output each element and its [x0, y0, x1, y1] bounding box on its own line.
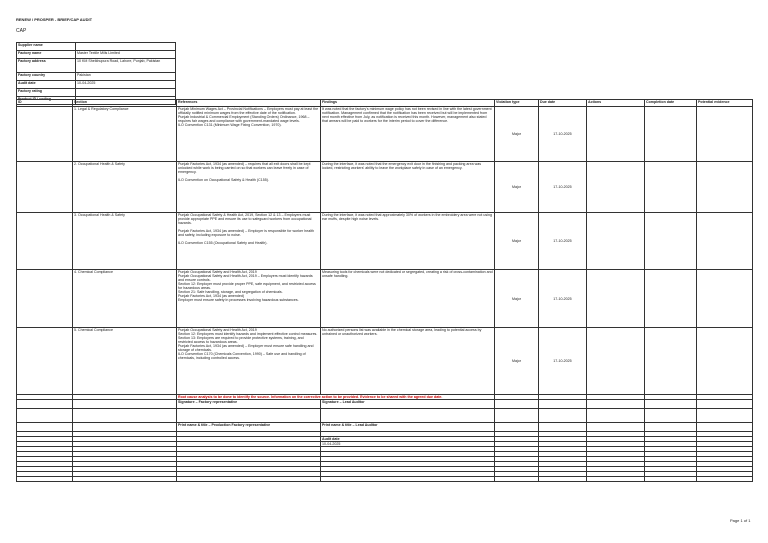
completion-date-cell[interactable]	[645, 328, 697, 395]
actions-cell[interactable]	[587, 270, 645, 328]
finding-id	[17, 162, 73, 213]
col-header-due-date: Due date	[539, 100, 587, 107]
cap-table	[16, 99, 753, 482]
auditor-signature-field[interactable]	[321, 409, 495, 423]
col-header-section: Section	[73, 100, 177, 107]
evidence-cell[interactable]	[697, 107, 753, 162]
blank-row	[17, 477, 753, 482]
due-date: 17-10-2025	[539, 162, 587, 213]
finding-references: Punjab Minimum Wages Act – Provincial Notifications – Employers must pay at least the officially notified minimum wages from the effective date of the notification. Punjab Industrial & Commercial Employment (Standing Orders) Ordinance, 1968 – requires fair wages and compliance with government-mandated wage levels. ILO Convention C131 (Minimum Wage Fixing Convention, 1970).	[177, 107, 321, 162]
finding-references: Punjab Occupational Safety & Health Act, 2019, Section 12 & 13 – Employers must provide appropriate PPE and ensure its use to safeguard workers from occupational hazards. Punjab Factories Act, 1934 (as amended) – Employer is responsible for worker health and safety, including exposure to noise. ILO Convention C155 (Occupational Safety and Health).	[177, 213, 321, 270]
signature-space-row	[17, 409, 753, 423]
completion-date-cell[interactable]	[645, 213, 697, 270]
col-header-id: ID	[17, 100, 73, 107]
signature-row	[17, 400, 753, 409]
info-value: 10 KM Sheikhupura Road, Lahore, Punjab, Pakistan	[76, 59, 176, 73]
document-subtitle: CAP	[16, 28, 27, 34]
actions-cell[interactable]	[587, 107, 645, 162]
finding-row	[17, 162, 753, 213]
finding-section: 3. Occupational Health & Safety	[73, 213, 177, 270]
info-row	[17, 59, 176, 73]
completion-date-cell[interactable]	[645, 270, 697, 328]
col-header-actions: Actions	[587, 100, 645, 107]
evidence-cell[interactable]	[697, 328, 753, 395]
evidence-cell[interactable]	[697, 270, 753, 328]
corrective-action-note: Root cause analysis to be done to identify the source. Information on the corrective action to be provided. Evidence to be shared with the agreed due date.	[177, 395, 495, 400]
info-value: Master Textile Mills Limited	[76, 51, 176, 59]
finding-row	[17, 107, 753, 162]
factory-signature-label: Signature – Factory representative	[177, 400, 321, 409]
due-date: 17-10-2025	[539, 270, 587, 328]
info-label: Factory country	[17, 73, 76, 81]
factory-signature-field[interactable]	[177, 409, 321, 423]
header-row	[17, 100, 753, 107]
due-date: 17-10-2025	[539, 213, 587, 270]
finding-id	[17, 328, 73, 395]
finding-text: During the interface, it was noted that the emergency exit door in the finishing and packing area was locked, restricting workers' ability to leave the workplace safely in case of an emergency.	[321, 162, 495, 213]
actions-cell[interactable]	[587, 328, 645, 395]
col-header-references: References	[177, 100, 321, 107]
due-date: 17-10-2025	[539, 107, 587, 162]
evidence-cell[interactable]	[697, 213, 753, 270]
finding-references: Punjab Occupational Safety and Health Act, 2019 Punjab Occupational Safety and Health Act, 2019 – Employers must identify hazards and ensure controls. Section 12: Employer must provide proper PPE, safe equipment, and restricted access for hazardous areas. Section 21: Safe handling, storage, and segregation of chemicals. Punjab Factories Act, 1934 (as amended) Employer must ensure safety in processes involving hazardous substances.	[177, 270, 321, 328]
info-label: Product ID / coding	[17, 97, 76, 105]
info-label: Audit date	[17, 81, 76, 89]
info-value	[76, 89, 176, 97]
col-header-violation-type: Violation type	[495, 100, 539, 107]
finding-section: 2. Occupational Health & Safety	[73, 162, 177, 213]
info-label: Supplier name	[17, 43, 76, 51]
info-row	[17, 89, 176, 97]
completion-date-cell[interactable]	[645, 107, 697, 162]
info-row	[17, 43, 176, 51]
finding-row	[17, 328, 753, 395]
info-row	[17, 73, 176, 81]
col-header-potential-evidence: Potential evidence	[697, 100, 753, 107]
finding-id	[17, 107, 73, 162]
due-date: 17-10-2025	[539, 328, 587, 395]
info-label: Factory rating	[17, 89, 76, 97]
factory-info-table	[16, 42, 176, 105]
print-name-row	[17, 423, 753, 432]
audit-date-value: 10-04-2025	[321, 442, 495, 447]
finding-id	[17, 270, 73, 328]
finding-section: 5. Chemical Compliance	[73, 328, 177, 395]
evidence-cell[interactable]	[697, 162, 753, 213]
col-header-completion-date: Completion date	[645, 100, 697, 107]
info-label: Factory address	[17, 59, 76, 73]
info-value	[76, 43, 176, 51]
col-header-findings: Findings	[321, 100, 495, 107]
actions-cell[interactable]	[587, 162, 645, 213]
finding-references: Punjab Factories Act, 1934 (as amended) – requires that all exit doors shall be kept unlocked while work is being carried on so that workers can leave freely in case of emergency. ILO Convention on Occupational Safety & Health (C155).	[177, 162, 321, 213]
info-row	[17, 51, 176, 59]
finding-references: Punjab Occupational Safety and Health Act, 2019 Section 12: Employers must identify hazards and implement effective control measures. Section 13: Employers are required to provide protective systems, training, and restricted access to hazardous areas. Punjab Factories Act, 1934 (as amended) – Employer must ensure safe handling and storage of chemicals. ILO Convention C170 (Chemicals Convention, 1990) – Safe use and handling of chemicals, including controlled access.	[177, 328, 321, 395]
violation-type: Major	[495, 270, 539, 328]
actions-cell[interactable]	[587, 213, 645, 270]
completion-date-cell[interactable]	[645, 162, 697, 213]
factory-print-name-label: Print name & title – Production Factory representative	[177, 423, 321, 432]
finding-text: No authorized persons list was available in the chemical storage area, leading to potential access by untrained or unauthorized workers.	[321, 328, 495, 395]
page-number: Page 1 of 1	[730, 518, 751, 523]
info-row	[17, 81, 176, 89]
info-value: Pakistan	[76, 73, 176, 81]
finding-row	[17, 270, 753, 328]
finding-section: 1. Legal & Regulatory Compliance	[73, 107, 177, 162]
finding-id	[17, 213, 73, 270]
violation-type: Major	[495, 162, 539, 213]
finding-section: 4. Chemical Compliance	[73, 270, 177, 328]
document-title: RENEW / PROSPER - BRIEF/CAP AUDIT	[16, 17, 93, 22]
violation-type: Major	[495, 107, 539, 162]
finding-text: It was noted that the factory's minimum wage policy has not been revised in line with the latest government notification. Management confirmed that the notification has been received but will be implemented from next month effective from July, as notification is received this month. However, management also stated that arrears will be paid to workers for the interim period to cover the difference.	[321, 107, 495, 162]
info-value: 10-04-2025	[76, 81, 176, 89]
audit-date-label: Audit date	[321, 437, 495, 442]
finding-text: During the interface, it was noted that approximately 30% of workers in the embroidery area were not using ear muffs, despite high noise levels.	[321, 213, 495, 270]
finding-row	[17, 213, 753, 270]
auditor-signature-label: Signature – Lead Auditor	[321, 400, 495, 409]
finding-text: Measuring tools for chemicals were not dedicated or segregated, creating a risk of cross-contamination and unsafe handling.	[321, 270, 495, 328]
info-label: Factory name	[17, 51, 76, 59]
violation-type: Major	[495, 328, 539, 395]
violation-type: Major	[495, 213, 539, 270]
auditor-print-name-label: Print name & title – Lead Auditor	[321, 423, 495, 432]
